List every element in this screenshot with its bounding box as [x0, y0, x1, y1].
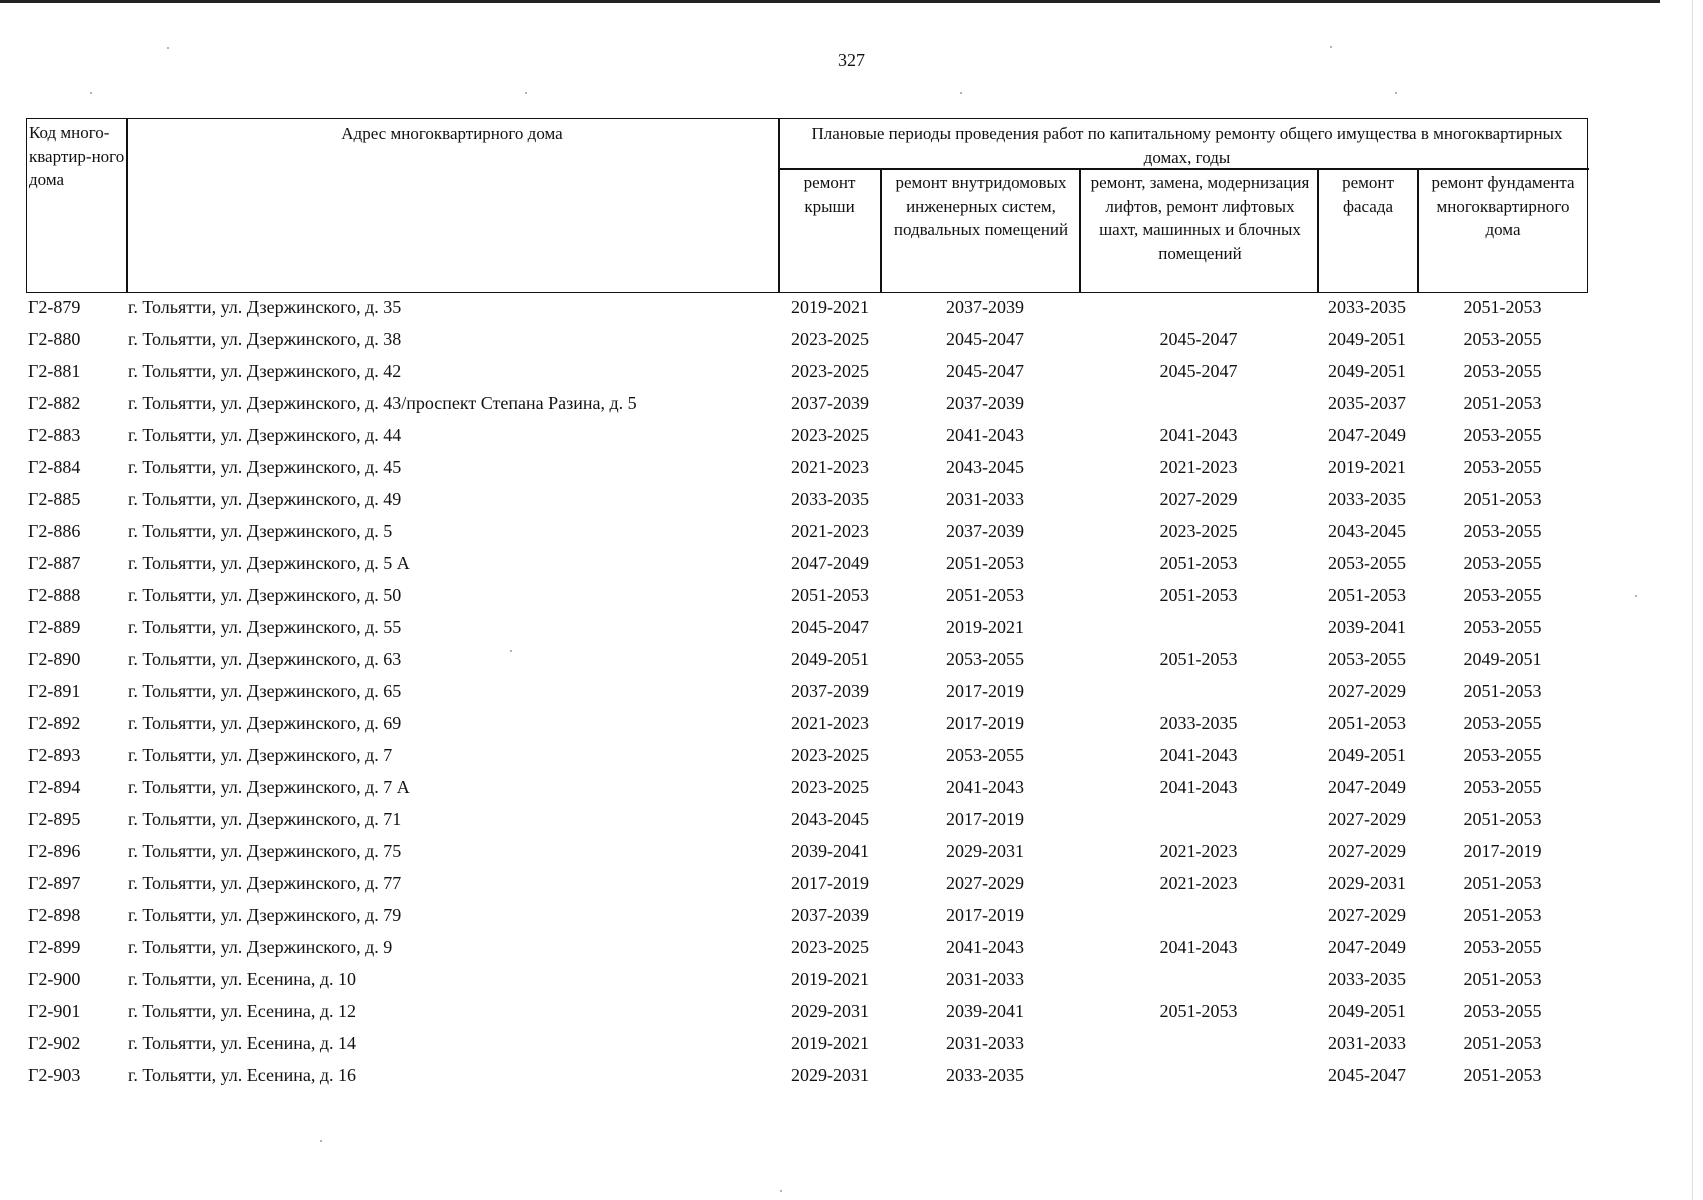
row-facade-period: 2019-2021 [1328, 457, 1406, 477]
header-code: Код много-квартир-ного дома [29, 123, 125, 189]
row-code: Г2-883 [28, 425, 81, 445]
row-code: Г2-902 [28, 1033, 81, 1053]
row-code: Г2-881 [28, 361, 81, 381]
row-foundation-period: 2017-2019 [1463, 841, 1542, 861]
scan-speck [525, 92, 527, 94]
scan-speck [167, 47, 169, 49]
row-roof-period: 2023-2025 [791, 425, 869, 445]
header-foundation: ремонт фундамента многоквартирного дома [1431, 173, 1575, 239]
row-lifts-period: 2041-2043 [1159, 745, 1238, 765]
row-code: Г2-894 [28, 777, 81, 797]
row-foundation-period: 2051-2053 [1463, 809, 1542, 829]
row-code: Г2-892 [28, 713, 81, 733]
row-code: Г2-882 [28, 393, 81, 413]
table-row [0, 869, 1703, 901]
page-number: 327 [838, 50, 865, 70]
table-row [0, 613, 1703, 645]
row-roof-period: 2051-2053 [791, 585, 869, 605]
row-foundation-period: 2051-2053 [1463, 489, 1542, 509]
header-divider-engineering [1079, 168, 1081, 292]
row-lifts-period: 2033-2035 [1159, 713, 1238, 733]
row-facade-period: 2047-2049 [1328, 777, 1406, 797]
row-code: Г2-899 [28, 937, 81, 957]
row-roof-period: 2017-2019 [791, 873, 869, 893]
row-address: г. Тольятти, ул. Дзержинского, д. 63 [128, 649, 402, 669]
row-code: Г2-898 [28, 905, 81, 925]
row-foundation-period: 2053-2055 [1463, 425, 1542, 445]
row-roof-period: 2029-2031 [791, 1065, 869, 1085]
row-engineering-period: 2033-2035 [946, 1065, 1024, 1085]
row-foundation-period: 2053-2055 [1463, 617, 1542, 637]
row-foundation-period: 2051-2053 [1463, 1065, 1542, 1085]
row-engineering-period: 2031-2033 [946, 489, 1024, 509]
row-lifts-period: 2051-2053 [1159, 585, 1238, 605]
row-roof-period: 2037-2039 [791, 393, 869, 413]
row-foundation-period: 2053-2055 [1463, 1001, 1542, 1021]
row-foundation-period: 2051-2053 [1463, 905, 1542, 925]
row-foundation-period: 2053-2055 [1463, 361, 1542, 381]
row-roof-period: 2019-2021 [791, 1033, 869, 1053]
row-code: Г2-893 [28, 745, 81, 765]
row-engineering-period: 2051-2053 [946, 585, 1024, 605]
row-facade-period: 2051-2053 [1328, 585, 1406, 605]
row-engineering-period: 2041-2043 [946, 937, 1024, 957]
row-address: г. Тольятти, ул. Дзержинского, д. 5 [128, 521, 393, 541]
row-engineering-period: 2031-2033 [946, 1033, 1024, 1053]
row-address: г. Тольятти, ул. Дзержинского, д. 5 А [128, 553, 410, 573]
row-lifts-period: 2041-2043 [1159, 937, 1238, 957]
row-engineering-period: 2041-2043 [946, 425, 1024, 445]
table-row [0, 485, 1703, 517]
row-lifts-period: 2045-2047 [1159, 361, 1238, 381]
scan-speck [90, 92, 92, 94]
table-row [0, 357, 1703, 389]
table-row [0, 549, 1703, 581]
row-facade-period: 2047-2049 [1328, 937, 1406, 957]
row-foundation-period: 2053-2055 [1463, 329, 1542, 349]
row-code: Г2-887 [28, 553, 81, 573]
table-row [0, 293, 1703, 325]
row-facade-period: 2033-2035 [1328, 969, 1406, 989]
header-roof: ремонт крыши [803, 173, 856, 216]
row-lifts-period: 2051-2053 [1159, 553, 1238, 573]
table-row [0, 453, 1703, 485]
table-row [0, 677, 1703, 709]
row-engineering-period: 2017-2019 [946, 809, 1024, 829]
header-lifts: ремонт, замена, модернизация лифтов, ремонт лифтовых шахт, машинных и блочных помещений [1090, 173, 1310, 263]
row-engineering-period: 2017-2019 [946, 905, 1024, 925]
row-roof-period: 2043-2045 [791, 809, 869, 829]
row-roof-period: 2021-2023 [791, 457, 869, 477]
row-address: г. Тольятти, ул. Есенина, д. 16 [128, 1065, 357, 1085]
row-address: г. Тольятти, ул. Дзержинского, д. 7 [128, 745, 393, 765]
row-address: г. Тольятти, ул. Есенина, д. 14 [128, 1033, 357, 1053]
row-engineering-period: 2053-2055 [946, 745, 1024, 765]
row-engineering-period: 2051-2053 [946, 553, 1024, 573]
row-roof-period: 2021-2023 [791, 713, 869, 733]
row-address: г. Тольятти, ул. Дзержинского, д. 69 [128, 713, 402, 733]
table-row [0, 325, 1703, 357]
row-foundation-period: 2051-2053 [1463, 873, 1542, 893]
row-lifts-period: 2051-2053 [1159, 649, 1238, 669]
row-roof-period: 2029-2031 [791, 1001, 869, 1021]
row-engineering-period: 2029-2031 [946, 841, 1024, 861]
row-foundation-period: 2051-2053 [1463, 1033, 1542, 1053]
row-code: Г2-901 [28, 1001, 81, 1021]
row-facade-period: 2049-2051 [1328, 1001, 1406, 1021]
row-address: г. Тольятти, ул. Дзержинского, д. 50 [128, 585, 402, 605]
row-roof-period: 2019-2021 [791, 969, 869, 989]
table-row [0, 965, 1703, 997]
row-address: г. Тольятти, ул. Дзержинского, д. 38 [128, 329, 402, 349]
row-address: г. Тольятти, ул. Есенина, д. 10 [128, 969, 357, 989]
row-lifts-period: 2041-2043 [1159, 777, 1238, 797]
row-code: Г2-885 [28, 489, 81, 509]
table-row [0, 421, 1703, 453]
row-lifts-period: 2021-2023 [1159, 841, 1238, 861]
row-lifts-period: 2051-2053 [1159, 1001, 1238, 1021]
table-row [0, 1061, 1703, 1093]
scan-speck [510, 650, 512, 652]
row-facade-period: 2031-2033 [1328, 1033, 1406, 1053]
table-row [0, 741, 1703, 773]
row-code: Г2-879 [28, 297, 81, 317]
row-code: Г2-888 [28, 585, 81, 605]
row-facade-period: 2053-2055 [1328, 649, 1406, 669]
row-engineering-period: 2037-2039 [946, 521, 1024, 541]
scan-speck [960, 92, 962, 94]
row-roof-period: 2023-2025 [791, 777, 869, 797]
row-address: г. Тольятти, ул. Есенина, д. 12 [128, 1001, 357, 1021]
row-engineering-period: 2043-2045 [946, 457, 1024, 477]
header-address: Адрес многоквартирного дома [341, 124, 563, 143]
scan-speck [1395, 92, 1397, 94]
row-roof-period: 2047-2049 [791, 553, 869, 573]
table-row [0, 773, 1703, 805]
row-code: Г2-900 [28, 969, 81, 989]
row-roof-period: 2037-2039 [791, 905, 869, 925]
row-facade-period: 2043-2045 [1328, 521, 1406, 541]
row-address: г. Тольятти, ул. Дзержинского, д. 45 [128, 457, 402, 477]
header-engineering: ремонт внутридомовых инженерных систем, подвальных помещений [893, 173, 1069, 239]
row-engineering-period: 2037-2039 [946, 393, 1024, 413]
table-row [0, 997, 1703, 1029]
row-code: Г2-891 [28, 681, 81, 701]
header-periods: Плановые периоды проведения работ по капитальному ремонту общего имущества в многоквартирных домах, годы [811, 124, 1563, 167]
row-facade-period: 2039-2041 [1328, 617, 1406, 637]
row-facade-period: 2035-2037 [1328, 393, 1406, 413]
row-address: г. Тольятти, ул. Дзержинского, д. 49 [128, 489, 402, 509]
row-address: г. Тольятти, ул. Дзержинского, д. 7 А [128, 777, 410, 797]
row-roof-period: 2019-2021 [791, 297, 869, 317]
row-roof-period: 2021-2023 [791, 521, 869, 541]
row-roof-period: 2023-2025 [791, 361, 869, 381]
header-facade: ремонт фасада [1342, 173, 1394, 216]
row-roof-period: 2023-2025 [791, 937, 869, 957]
row-address: г. Тольятти, ул. Дзержинского, д. 77 [128, 873, 402, 893]
row-facade-period: 2027-2029 [1328, 681, 1406, 701]
row-engineering-period: 2053-2055 [946, 649, 1024, 669]
row-foundation-period: 2053-2055 [1463, 521, 1542, 541]
row-address: г. Тольятти, ул. Дзержинского, д. 44 [128, 425, 402, 445]
row-foundation-period: 2053-2055 [1463, 457, 1542, 477]
row-code: Г2-897 [28, 873, 81, 893]
row-foundation-period: 2051-2053 [1463, 297, 1542, 317]
table-row [0, 933, 1703, 965]
row-code: Г2-880 [28, 329, 81, 349]
row-address: г. Тольятти, ул. Дзержинского, д. 9 [128, 937, 393, 957]
scan-top-border [0, 0, 1660, 3]
table-row [0, 581, 1703, 613]
row-address: г. Тольятти, ул. Дзержинского, д. 79 [128, 905, 402, 925]
table-row [0, 805, 1703, 837]
row-code: Г2-895 [28, 809, 81, 829]
scan-speck [320, 1140, 322, 1142]
row-engineering-period: 2019-2021 [946, 617, 1024, 637]
row-code: Г2-889 [28, 617, 81, 637]
table-row [0, 645, 1703, 677]
row-engineering-period: 2027-2029 [946, 873, 1024, 893]
row-facade-period: 2049-2051 [1328, 329, 1406, 349]
row-lifts-period: 2041-2043 [1159, 425, 1238, 445]
row-roof-period: 2039-2041 [791, 841, 869, 861]
row-facade-period: 2027-2029 [1328, 905, 1406, 925]
row-lifts-period: 2027-2029 [1159, 489, 1238, 509]
table-body [0, 293, 1703, 1093]
row-lifts-period: 2021-2023 [1159, 873, 1238, 893]
row-facade-period: 2053-2055 [1328, 553, 1406, 573]
row-code: Г2-903 [28, 1065, 81, 1085]
row-facade-period: 2049-2051 [1328, 361, 1406, 381]
row-engineering-period: 2041-2043 [946, 777, 1024, 797]
row-foundation-period: 2049-2051 [1463, 649, 1542, 669]
row-engineering-period: 2037-2039 [946, 297, 1024, 317]
row-address: г. Тольятти, ул. Дзержинского, д. 71 [128, 809, 402, 829]
row-roof-period: 2037-2039 [791, 681, 869, 701]
row-engineering-period: 2045-2047 [946, 329, 1024, 349]
row-facade-period: 2047-2049 [1328, 425, 1406, 445]
row-foundation-period: 2053-2055 [1463, 937, 1542, 957]
row-code: Г2-890 [28, 649, 81, 669]
row-facade-period: 2051-2053 [1328, 713, 1406, 733]
row-engineering-period: 2045-2047 [946, 361, 1024, 381]
row-roof-period: 2033-2035 [791, 489, 869, 509]
table-row [0, 709, 1703, 741]
row-foundation-period: 2053-2055 [1463, 745, 1542, 765]
header-divider-roof [880, 168, 882, 292]
row-roof-period: 2049-2051 [791, 649, 869, 669]
row-foundation-period: 2051-2053 [1463, 681, 1542, 701]
row-foundation-period: 2051-2053 [1463, 393, 1542, 413]
row-address: г. Тольятти, ул. Дзержинского, д. 43/проспект Степана Разина, д. 5 [128, 393, 637, 413]
table-row [0, 837, 1703, 869]
row-engineering-period: 2031-2033 [946, 969, 1024, 989]
row-foundation-period: 2053-2055 [1463, 713, 1542, 733]
row-lifts-period: 2045-2047 [1159, 329, 1238, 349]
table-row [0, 1029, 1703, 1061]
row-facade-period: 2033-2035 [1328, 489, 1406, 509]
row-code: Г2-886 [28, 521, 81, 541]
row-foundation-period: 2051-2053 [1463, 969, 1542, 989]
table-row [0, 901, 1703, 933]
row-facade-period: 2027-2029 [1328, 809, 1406, 829]
row-address: г. Тольятти, ул. Дзержинского, д. 42 [128, 361, 402, 381]
row-facade-period: 2027-2029 [1328, 841, 1406, 861]
table-row [0, 389, 1703, 421]
row-foundation-period: 2053-2055 [1463, 585, 1542, 605]
row-facade-period: 2029-2031 [1328, 873, 1406, 893]
row-foundation-period: 2053-2055 [1463, 777, 1542, 797]
row-roof-period: 2045-2047 [791, 617, 869, 637]
row-foundation-period: 2053-2055 [1463, 553, 1542, 573]
scan-speck [1330, 46, 1332, 48]
row-facade-period: 2045-2047 [1328, 1065, 1406, 1085]
scan-speck [1635, 595, 1637, 597]
row-lifts-period: 2023-2025 [1159, 521, 1238, 541]
row-engineering-period: 2039-2041 [946, 1001, 1024, 1021]
row-roof-period: 2023-2025 [791, 745, 869, 765]
row-roof-period: 2023-2025 [791, 329, 869, 349]
row-engineering-period: 2017-2019 [946, 713, 1024, 733]
row-address: г. Тольятти, ул. Дзержинского, д. 35 [128, 297, 402, 317]
row-code: Г2-896 [28, 841, 81, 861]
row-facade-period: 2049-2051 [1328, 745, 1406, 765]
row-address: г. Тольятти, ул. Дзержинского, д. 55 [128, 617, 402, 637]
table-header [26, 118, 1588, 293]
table-row [0, 517, 1703, 549]
row-facade-period: 2033-2035 [1328, 297, 1406, 317]
row-code: Г2-884 [28, 457, 81, 477]
row-engineering-period: 2017-2019 [946, 681, 1024, 701]
row-address: г. Тольятти, ул. Дзержинского, д. 75 [128, 841, 402, 861]
scan-speck [780, 1190, 782, 1192]
row-address: г. Тольятти, ул. Дзержинского, д. 65 [128, 681, 402, 701]
row-lifts-period: 2021-2023 [1159, 457, 1238, 477]
